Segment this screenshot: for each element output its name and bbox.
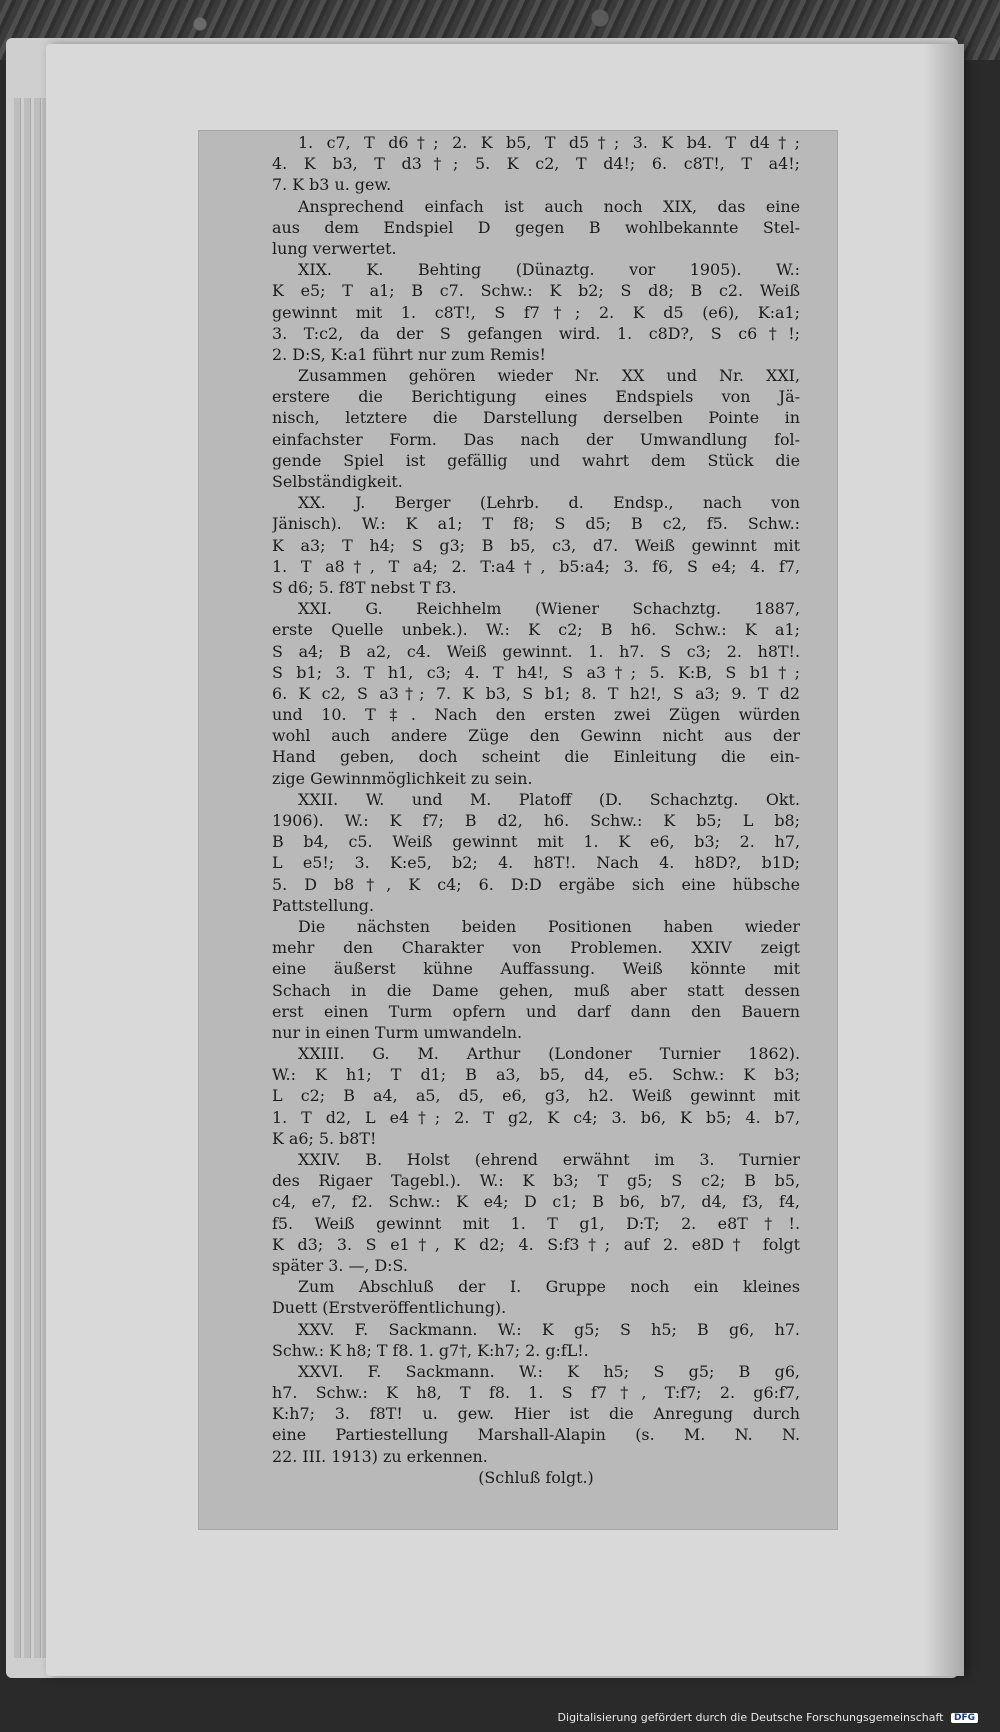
article-line: 1. c7, T d6†; 2. K b5, T d5†; 3. K b4. T d4†; (298, 133, 800, 152)
article-line: gende Spiel ist gefällig und wahrt dem Stück die (272, 450, 800, 470)
page-gutter (924, 44, 964, 1676)
article-line: Ansprechend einfach ist auch noch XIX, das eine (298, 196, 800, 216)
article-line: K d3; 3. S e1†, K d2; 4. S:f3†; auf 2. e8D† folgt (272, 1234, 800, 1254)
article-line: S d6; 5. f8T nebst T f3. (272, 577, 457, 597)
article-line: 1. T a8†, T a4; 2. T:a4†, b5:a4; 3. f6, S e4; 4. f7, (272, 556, 800, 576)
article-line: K a6; 5. b8T! (272, 1128, 377, 1148)
article-line: Selbständigkeit. (272, 472, 403, 491)
article-line: 7. K b3 u. gew. (272, 175, 392, 195)
article-line: 22. III. 1913) zu erkennen. (272, 1446, 488, 1466)
dfg-logo: DFG (951, 1713, 978, 1723)
article-text (272, 132, 800, 1528)
article-line: Zum Abschluß der I. Gruppe noch ein kleines (298, 1277, 800, 1297)
article-line: nur in einen Turm umwandeln. (272, 1022, 522, 1042)
article-line: 4. K b3, T d3†; 5. K c2, T d4!; 6. c8T!, T a4!; (272, 154, 800, 174)
article-line: XXIV. B. Holst (ehrend erwähnt im 3. Turnier (298, 1150, 800, 1169)
article-line: erstere die Berichtigung eines Endspiels von Jä- (272, 387, 800, 407)
article-line: K a3; T h4; S g3; B b5, c3, d7. Weiß gewinnt mit (272, 535, 800, 555)
article-line: XXV. F. Sackmann. W.: K g5; S h5; B g6, h7. (298, 1319, 800, 1339)
article-line: aus dem Endspiel D gegen B wohlbekannte Stel- (272, 217, 800, 237)
digitization-footer (558, 1711, 978, 1724)
article-line: h7. Schw.: K h8, T f8. 1. S f7†, T:f7; 2. g6:f7, (272, 1383, 800, 1403)
article-line: Pattstellung. (272, 895, 375, 915)
article-line: XXI. G. Reichhelm (Wiener Schachztg. 1887, (298, 599, 800, 619)
article-line: später 3. —, D:S. (272, 1255, 408, 1275)
article-line: K e5; T a1; B c7. Schw.: K b2; S d8; B c2. Weiß (272, 281, 800, 301)
article-line: gewinnt mit 1. c8T!, S f7†; 2. K d5 (e6), K:a1; (272, 302, 800, 322)
article-line: eine äußerst kühne Auffassung. Weiß könnte mit (272, 959, 800, 979)
article-line: XX. J. Berger (Lehrb. d. Endsp., nach von (298, 493, 800, 513)
article-line: nisch, letztere die Darstellung derselben Pointe in (272, 408, 800, 428)
page-edge (24, 98, 31, 1658)
article-line: Duett (Erstveröffentlichung). (272, 1298, 507, 1318)
article-line: mehr den Charakter von Problemen. XXIV zeigt (272, 938, 800, 958)
article-line: XIX. K. Behting (Dünaztg. vor 1905). W.: (298, 260, 800, 280)
footer-text: Digitalisierung gefördert durch die Deutsche Forschungsgemeinschaft (557, 1711, 944, 1724)
article-line: S b1; 3. T h1, c3; 4. T h4!, S a3†; 5. K:B, S b1†; (272, 662, 800, 682)
article-line: 2. D:S, K:a1 führt nur zum Remis! (272, 344, 546, 364)
article-line: 5. D b8†, K c4; 6. D:D ergäbe sich eine hübsche (272, 874, 800, 894)
article-line: zige Gewinnmöglichkeit zu sein. (272, 768, 533, 788)
article-line: eine Partiestellung Marshall-Alapin (s. M. N. N. (272, 1425, 800, 1445)
article-line: XXVI. F. Sackmann. W.: K h5; S g5; B g6, (298, 1361, 800, 1381)
article-line: Hand geben, doch scheint die Einleitung die ein- (272, 747, 800, 767)
article-line: Schach in die Dame gehen, muß aber statt dessen (272, 980, 800, 1000)
article-line: c4, e7, f2. Schw.: K e4; D c1; B b6, b7, d4, f3, f4, (272, 1192, 800, 1212)
article-line: B b4, c5. Weiß gewinnt mit 1. K e6, b3; 2. h7, (272, 832, 800, 852)
article-line: Die nächsten beiden Positionen haben wieder (298, 916, 800, 936)
article-line: (Schluß folgt.) (478, 1467, 594, 1487)
article-line: erst einen Turm opfern und darf dann den Bauern (272, 1001, 800, 1021)
article-line: K:h7; 3. f8T! u. gew. Hier ist die Anregung durch (272, 1404, 800, 1424)
page-edge (14, 98, 21, 1658)
article-line: 1906). W.: K f7; B d2, h6. Schw.: K b5; L b8; (272, 811, 800, 830)
article-line: des Rigaer Tagebl.). W.: K b3; T g5; S c2; B b5, (272, 1171, 800, 1191)
article-line: Zusammen gehören wieder Nr. XX und Nr. XXI, (298, 366, 800, 386)
article-line: XXII. W. und M. Platoff (D. Schachztg. Okt. (298, 789, 800, 809)
article-line: W.: K h1; T d1; B a3, b5, d4, e5. Schw.: K b3; (272, 1065, 800, 1085)
article-line: XXIII. G. M. Arthur (Londoner Turnier 1862). (298, 1044, 800, 1064)
article-line: 1. T d2, L e4†; 2. T g2, K c4; 3. b6, K b5; 4. b7, (272, 1107, 800, 1127)
article-line: L e5!; 3. K:e5, b2; 4. h8T!. Nach 4. h8D?, b1D; (272, 853, 800, 873)
article-line: 6. K c2, S a3†; 7. K b3, S b1; 8. T h2!, S a3; 9. T d2 (272, 683, 800, 703)
article-line: und 10. T‡. Nach den ersten zwei Zügen würden (272, 705, 800, 725)
article-line: lung verwertet. (272, 238, 397, 258)
article-line: einfachster Form. Das nach der Umwandlung fol- (272, 429, 800, 449)
article-line: 3. T:c2, da der S gefangen wird. 1. c8D?, S c6†!; (272, 323, 800, 343)
page-edge (34, 98, 41, 1658)
article-line: Jänisch). W.: K a1; T f8; S d5; B c2, f5. Schw.: (272, 514, 800, 534)
article-line: erste Quelle unbek.). W.: K c2; B h6. Schw.: K a1; (272, 620, 800, 640)
article-line: f5. Weiß gewinnt mit 1. T g1, D:T; 2. e8T†!. (272, 1213, 800, 1233)
article-line: Schw.: K h8; T f8. 1. g7†, K:h7; 2. g:fL!. (272, 1340, 589, 1360)
article-line: wohl auch andere Züge den Gewinn nicht aus der (272, 726, 800, 746)
article-line: L c2; B a4, a5, d5, e6, g3, h2. Weiß gewinnt mit (272, 1086, 800, 1106)
article-line: S a4; B a2, c4. Weiß gewinnt. 1. h7. S c3; 2. h8T!. (272, 641, 800, 661)
